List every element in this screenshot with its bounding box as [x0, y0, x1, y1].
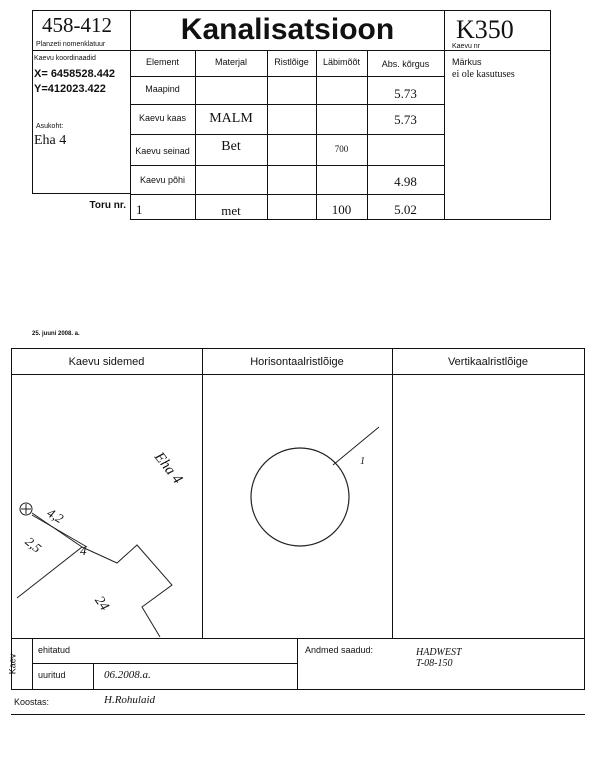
section-kaevu-sidemed: Kaevu sidemed: [68, 356, 145, 368]
kaev-label: Kaev: [7, 653, 18, 675]
pipe-elevation: 5.02: [394, 202, 417, 217]
circle-note: 1: [360, 456, 365, 467]
col-section: Ristlõige: [274, 57, 309, 67]
sketch-dim-3: 4: [80, 543, 87, 558]
location-value: Eha 4: [34, 133, 67, 148]
pipe-diameter: 100: [331, 202, 352, 217]
col-material: Materjal: [214, 57, 247, 67]
author-label: Koostas:: [14, 697, 50, 707]
col-diameter: Läbimõõt: [322, 57, 361, 67]
renewed-value: 06.2008.a.: [104, 669, 151, 681]
remarks-label: Märkus: [452, 57, 482, 67]
col-elevation: Abs. kõrgus: [381, 59, 430, 69]
well-id: K350: [456, 15, 514, 44]
page-title: Kanalisatsioon: [180, 13, 395, 46]
pipe-label: Toru nr.: [89, 200, 126, 211]
section-horisontaal: Horisontaalristlõige: [250, 356, 344, 368]
sketch-dim-2: 2,5: [22, 533, 45, 556]
source-label: Andmed saadud:: [305, 645, 374, 655]
pipe-number: 1: [136, 202, 143, 217]
cell-elev-kaas: 5.73: [394, 112, 417, 127]
row-label-pohi: Kaevu põhi: [139, 175, 186, 185]
well-id-label: Kaevu nr: [452, 43, 481, 50]
col-element: Element: [145, 57, 180, 67]
pipe-material: met: [221, 203, 241, 218]
source-line2: T-08-150: [416, 658, 453, 669]
remarks-text: ei ole kasutuses: [452, 69, 515, 80]
source-line1: HADWEST: [416, 647, 462, 658]
renewed-label: uuritud: [38, 670, 66, 680]
sketch-dim-4: 24: [91, 593, 112, 614]
cell-diameter-seinad: 700: [334, 144, 349, 154]
cell-elev-maapind: 5.73: [394, 86, 417, 101]
section-vertikaal: Vertikaalristlõige: [447, 356, 529, 368]
cell-material-kaas: MALM: [209, 111, 253, 126]
sketch-label-street: Eha 4: [150, 449, 186, 488]
row-label-maapind: Maapind: [145, 84, 180, 94]
coords-label: Kaevu koordinaadid: [34, 55, 96, 62]
built-label: ehitatud: [38, 645, 71, 655]
coord-x: X= 6458528.442: [34, 68, 116, 80]
sheet-label: Planzeti nomenklatuur: [36, 41, 106, 48]
sheet-number: 458-412: [42, 13, 112, 37]
sketch-dim-1: 4,2: [44, 505, 67, 527]
author-value: H.Rohulaid: [104, 694, 156, 706]
date-stamp: 25. juuni 2008. a.: [32, 331, 80, 337]
location-label: Asukoht:: [36, 123, 64, 130]
cell-material-seinad: Bet: [221, 139, 241, 154]
coord-y: Y=412023.422: [34, 83, 106, 95]
cell-elev-pohi: 4.98: [394, 174, 417, 189]
cross-section-circle: [203, 375, 392, 638]
row-label-kaas: Kaevu kaas: [138, 113, 187, 123]
row-label-seinad: Kaevu seinad: [135, 146, 190, 156]
